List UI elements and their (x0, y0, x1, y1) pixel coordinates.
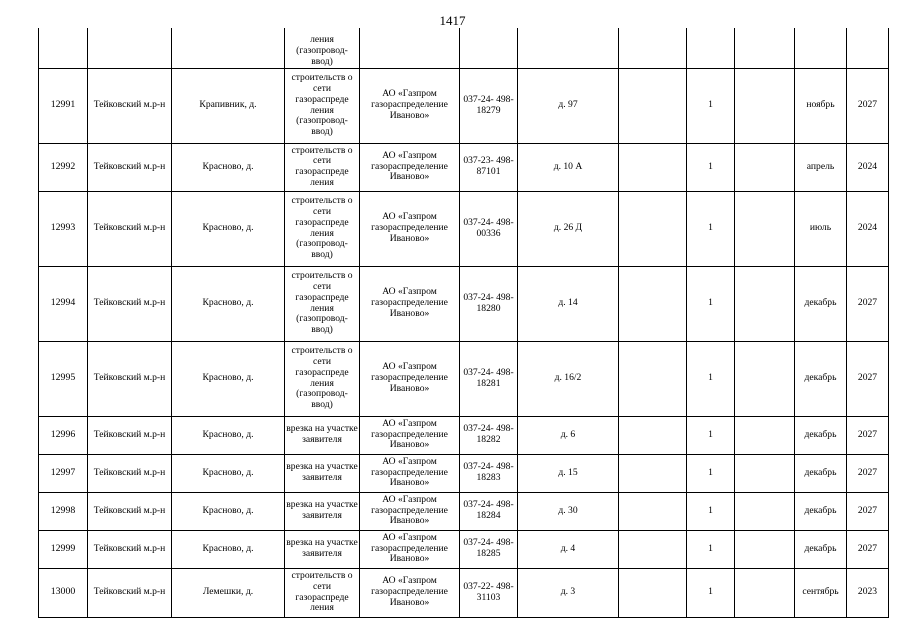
table-row (39, 68, 889, 143)
cell-empty (619, 530, 687, 568)
cell-address: д. 15 (518, 454, 619, 492)
cell-operator (360, 28, 460, 68)
cell-code: 037-24- 498-18284 (460, 492, 518, 530)
cell-empty (735, 492, 795, 530)
cell-empty (735, 266, 795, 341)
cell-qty: 1 (687, 143, 735, 191)
cell-num (39, 28, 88, 68)
table-body (39, 28, 889, 617)
cell-work-type: врезка на участке заявителя (285, 454, 360, 492)
cell-address: д. 3 (518, 568, 619, 617)
cell-address: д. 97 (518, 68, 619, 143)
cell-code: 037-24- 498-18281 (460, 341, 518, 416)
cell-operator: АО «Газпром газораспределение Иваново» (360, 454, 460, 492)
cell-empty (619, 416, 687, 454)
cell-code: 037-24- 498-18283 (460, 454, 518, 492)
cell-empty (619, 454, 687, 492)
cell-qty: 1 (687, 416, 735, 454)
cell-code: 037-22- 498-31103 (460, 568, 518, 617)
cell-locality: Крапивник, д. (172, 68, 285, 143)
cell-qty: 1 (687, 341, 735, 416)
cell-address: д. 16/2 (518, 341, 619, 416)
cell-empty (735, 68, 795, 143)
cell-year: 2024 (847, 191, 889, 266)
cell-district: Тейковский м.р-н (88, 341, 172, 416)
cell-qty: 1 (687, 191, 735, 266)
cell-month: июль (795, 191, 847, 266)
cell-code: 037-24- 498-00336 (460, 191, 518, 266)
cell-empty (735, 568, 795, 617)
cell-month: декабрь (795, 530, 847, 568)
cell-locality: Красново, д. (172, 454, 285, 492)
cell-qty: 1 (687, 568, 735, 617)
cell-year: 2027 (847, 454, 889, 492)
cell-empty (619, 191, 687, 266)
cell-operator: АО «Газпром газораспределение Иваново» (360, 568, 460, 617)
cell-district: Тейковский м.р-н (88, 68, 172, 143)
cell-work-type: строительств о сети газораспреде ления (газопровод- ввод) (285, 191, 360, 266)
cell-num: 12997 (39, 454, 88, 492)
cell-work-type: врезка на участке заявителя (285, 530, 360, 568)
cell-empty (619, 143, 687, 191)
cell-district: Тейковский м.р-н (88, 454, 172, 492)
cell-num: 12996 (39, 416, 88, 454)
cell-operator: АО «Газпром газораспределение Иваново» (360, 416, 460, 454)
cell-qty: 1 (687, 454, 735, 492)
cell-locality: Лемешки, д. (172, 568, 285, 617)
table-row (39, 266, 889, 341)
cell-locality: Красново, д. (172, 530, 285, 568)
cell-address: д. 26 Д (518, 191, 619, 266)
cell-year: 2027 (847, 68, 889, 143)
cell-operator: АО «Газпром газораспределение Иваново» (360, 341, 460, 416)
cell-month: сентябрь (795, 568, 847, 617)
cell-month: декабрь (795, 341, 847, 416)
cell-empty (619, 492, 687, 530)
cell-locality: Красново, д. (172, 416, 285, 454)
cell-district: Тейковский м.р-н (88, 530, 172, 568)
table-row (39, 191, 889, 266)
cell-code: 037-24- 498-18285 (460, 530, 518, 568)
cell-address: д. 4 (518, 530, 619, 568)
cell-operator: АО «Газпром газораспределение Иваново» (360, 266, 460, 341)
cell-empty (619, 568, 687, 617)
cell-empty (735, 454, 795, 492)
cell-month: декабрь (795, 492, 847, 530)
cell-empty (735, 341, 795, 416)
table-row (39, 416, 889, 454)
cell-year: 2023 (847, 568, 889, 617)
cell-district: Тейковский м.р-н (88, 266, 172, 341)
cell-month: ноябрь (795, 68, 847, 143)
cell-work-type: строительств о сети газораспреде ления (газопровод- ввод) (285, 341, 360, 416)
cell-work-type: строительств о сети газораспреде ления (газопровод- ввод) (285, 266, 360, 341)
cell-year: 2024 (847, 143, 889, 191)
cell-year: 2027 (847, 530, 889, 568)
cell-code (460, 28, 518, 68)
cell-empty (735, 28, 795, 68)
cell-code: 037-24- 498-18279 (460, 68, 518, 143)
cell-district: Тейковский м.р-н (88, 191, 172, 266)
cell-work-type: врезка на участке заявителя (285, 416, 360, 454)
cell-qty (687, 28, 735, 68)
cell-district: Тейковский м.р-н (88, 492, 172, 530)
cell-qty: 1 (687, 492, 735, 530)
cell-num: 12995 (39, 341, 88, 416)
cell-operator: АО «Газпром газораспределение Иваново» (360, 191, 460, 266)
cell-year (847, 28, 889, 68)
cell-work-type: строительств о сети газораспреде ления (газопровод- ввод) (285, 68, 360, 143)
cell-locality: Красново, д. (172, 341, 285, 416)
cell-work-type: строительств о сети газораспреде ления (285, 568, 360, 617)
cell-qty: 1 (687, 68, 735, 143)
cell-work-type: строительств о сети газораспреде ления (285, 143, 360, 191)
cell-code: 037-24- 498-18280 (460, 266, 518, 341)
cell-address: д. 14 (518, 266, 619, 341)
gas-connection-table (38, 28, 889, 618)
table-row (39, 143, 889, 191)
cell-district (88, 28, 172, 68)
cell-month: апрель (795, 143, 847, 191)
cell-locality: Красново, д. (172, 143, 285, 191)
cell-qty: 1 (687, 530, 735, 568)
cell-empty (735, 530, 795, 568)
cell-empty (619, 68, 687, 143)
table-row (39, 530, 889, 568)
cell-district: Тейковский м.р-н (88, 416, 172, 454)
cell-address: д. 30 (518, 492, 619, 530)
cell-num: 12998 (39, 492, 88, 530)
cell-month: декабрь (795, 454, 847, 492)
cell-operator: АО «Газпром газораспределение Иваново» (360, 143, 460, 191)
cell-locality: Красново, д. (172, 266, 285, 341)
cell-address: д. 10 А (518, 143, 619, 191)
cell-month: декабрь (795, 416, 847, 454)
cell-empty (735, 191, 795, 266)
cell-year: 2027 (847, 492, 889, 530)
cell-operator: АО «Газпром газораспределение Иваново» (360, 68, 460, 143)
cell-code: 037-23- 498-87101 (460, 143, 518, 191)
cell-num: 12994 (39, 266, 88, 341)
cell-address (518, 28, 619, 68)
cell-year: 2027 (847, 341, 889, 416)
cell-num: 13000 (39, 568, 88, 617)
cell-address: д. 6 (518, 416, 619, 454)
cell-year: 2027 (847, 266, 889, 341)
cell-locality: Красново, д. (172, 191, 285, 266)
table-row (39, 568, 889, 617)
cell-locality (172, 28, 285, 68)
cell-work-type: ления (газопровод- ввод) (285, 28, 360, 68)
cell-work-type: врезка на участке заявителя (285, 492, 360, 530)
cell-empty (619, 266, 687, 341)
table-row (39, 492, 889, 530)
cell-locality: Красново, д. (172, 492, 285, 530)
cell-operator: АО «Газпром газораспределение Иваново» (360, 492, 460, 530)
cell-empty (735, 143, 795, 191)
cell-empty (619, 341, 687, 416)
table-row (39, 454, 889, 492)
table-row-continued (39, 28, 889, 68)
cell-num: 12991 (39, 68, 88, 143)
cell-empty (735, 416, 795, 454)
page-number: 1417 (439, 13, 466, 28)
cell-qty: 1 (687, 266, 735, 341)
cell-num: 12999 (39, 530, 88, 568)
cell-code: 037-24- 498-18282 (460, 416, 518, 454)
cell-num: 12993 (39, 191, 88, 266)
cell-month: декабрь (795, 266, 847, 341)
cell-empty (619, 28, 687, 68)
cell-month (795, 28, 847, 68)
cell-district: Тейковский м.р-н (88, 568, 172, 617)
cell-operator: АО «Газпром газораспределение Иваново» (360, 530, 460, 568)
table-row (39, 341, 889, 416)
cell-year: 2027 (847, 416, 889, 454)
cell-num: 12992 (39, 143, 88, 191)
cell-district: Тейковский м.р-н (88, 143, 172, 191)
